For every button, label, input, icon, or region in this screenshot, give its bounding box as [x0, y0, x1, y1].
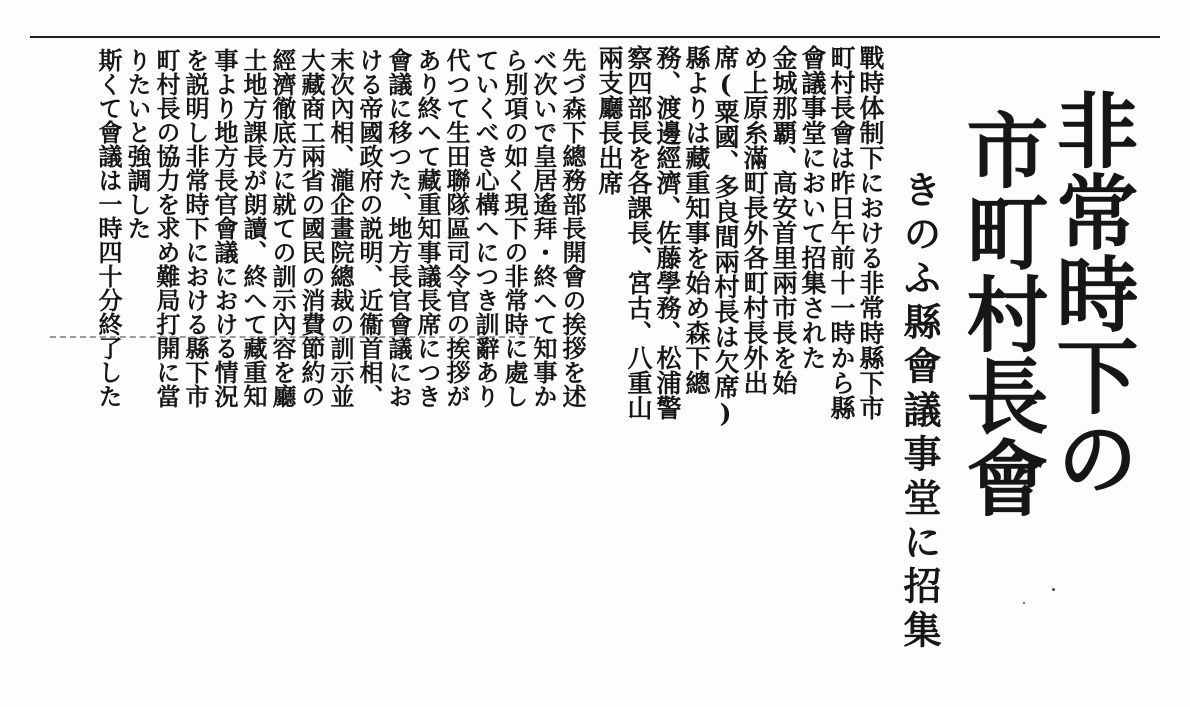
article-column: ていくべき心構へにつき訓辭あり: [471, 48, 500, 408]
article-column: 土地方課長が朗讀、終へて藏重知: [239, 48, 268, 408]
article-column: あり終へて藏重知事議長席につき: [413, 48, 442, 408]
article-column: 席(粟國、多良間兩村長は欠席): [711, 45, 740, 428]
article-column: 事より地方長官會議における情況: [210, 48, 239, 408]
article-column: 大藏商工兩省の國民の消費節約の: [297, 48, 326, 408]
article-column: ら別項の如く現下の非常時に處し: [500, 48, 529, 408]
print-speck: [1052, 588, 1055, 591]
article-column: 金城那覇、高安首里兩市長を始: [769, 45, 798, 395]
article-column: め上原糸滿町長外各町村長外出: [740, 45, 769, 395]
article-column: 戰時体制下における非常時縣下市: [856, 45, 885, 420]
article-column: 察四部長を各課長、宮古、八重山: [624, 45, 653, 420]
article-column: 會議事堂において招集された: [798, 45, 827, 370]
bottom-dashed-rule: [50, 336, 535, 338]
print-speck: [1023, 602, 1025, 604]
article-column: 斯くて會議は一時四十分終了した: [94, 48, 123, 408]
article-column: ける帝國政府の説明、近衞首相、: [355, 48, 384, 408]
article-column: 經濟徹底方に就ての訓示內容を廳: [268, 48, 297, 408]
article-column: 町村長の協力を求め難局打開に當: [152, 48, 181, 408]
article-column: 縣よりは藏重知事を始め森下總: [682, 45, 711, 395]
article-column: りたいと強調した: [123, 48, 152, 240]
article-column: 兩支廳長出席: [595, 45, 624, 195]
subheadline: きのふ縣會議事堂に招集: [897, 170, 942, 654]
article-column: 會議に移つた、地方長官會議にお: [384, 48, 413, 408]
article-column: 務、渡邊經濟、佐藤學務、松浦警: [653, 45, 682, 420]
headline-line-1: 非常時下の: [1043, 88, 1139, 498]
article-column: 町村長會は昨日午前十一時から縣: [827, 45, 856, 420]
article-column: べ次いで皇居遙拜・終へて知事か: [529, 48, 558, 408]
article-column: を説明し非常時下における縣下市: [181, 48, 210, 408]
article-column: 末次內相、瀧企畫院總裁の訓示並: [326, 48, 355, 408]
top-rule: [30, 36, 1160, 38]
article-column: 先づ森下總務部長開會の挨拶を述: [558, 48, 587, 408]
headline-line-2: 市町村長會: [953, 108, 1049, 518]
article-column: 代つて生田聯隊區司令官の挨拶が: [442, 48, 471, 408]
